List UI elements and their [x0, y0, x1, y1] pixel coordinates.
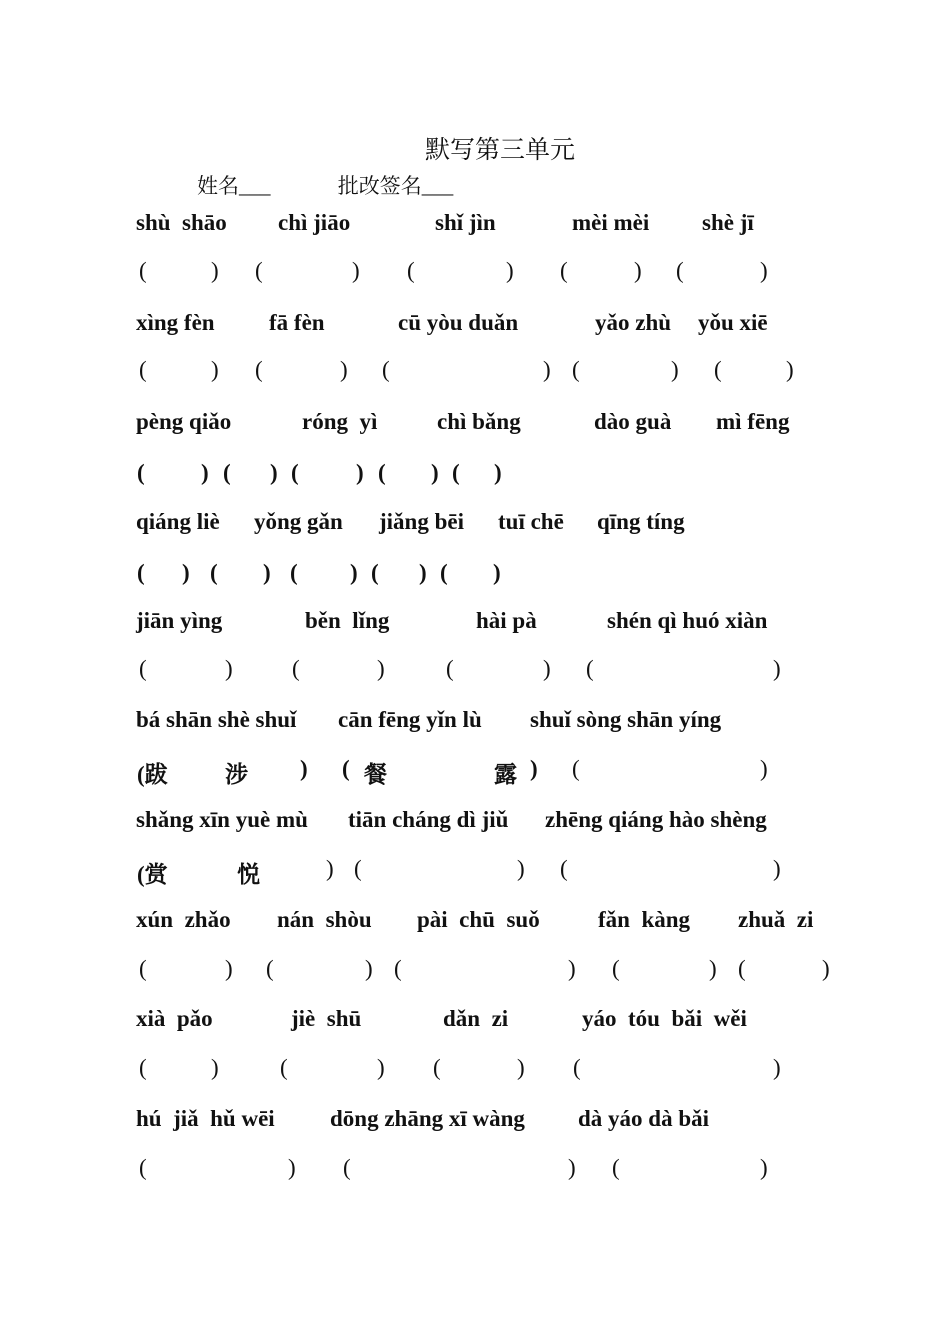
grader-label: 批改签名___ — [337, 174, 454, 198]
fill-char: 悦 — [237, 862, 260, 887]
close-bracket: ) — [494, 460, 502, 485]
open-bracket: ( — [371, 560, 379, 585]
open-bracket: ( — [573, 1055, 581, 1080]
pinyin-item: pài chū suǒ — [417, 907, 540, 932]
pinyin-item: jiǎng bēi — [379, 509, 464, 534]
open-bracket: ( — [255, 357, 263, 382]
open-bracket: ( — [586, 656, 594, 681]
pinyin-row — [0, 1106, 950, 1146]
open-bracket: ( — [210, 560, 218, 585]
pinyin-row — [0, 608, 950, 648]
pinyin-item: mì fēng — [716, 409, 790, 434]
name-label: 姓名___ — [197, 174, 271, 198]
open-bracket: ( — [137, 560, 145, 585]
close-bracket: ) — [326, 856, 334, 881]
open-bracket: ( — [714, 357, 722, 382]
close-bracket: ) — [431, 460, 439, 485]
fill-char: 涉 — [225, 762, 248, 787]
pinyin-item: dōng zhāng xī wàng — [330, 1106, 525, 1131]
pinyin-item: hú jiǎ hǔ wēi — [136, 1106, 275, 1131]
pinyin-item: shǐ jìn — [435, 210, 496, 235]
close-bracket: ) — [760, 756, 768, 781]
pinyin-item: qiáng liè — [136, 509, 220, 534]
pinyin-row — [0, 310, 950, 350]
pinyin-item: yǒu xiē — [698, 310, 768, 335]
pinyin-row — [0, 409, 950, 449]
pinyin-row — [0, 509, 950, 549]
close-bracket: ) — [543, 357, 551, 382]
pinyin-item: shù shāo — [136, 210, 227, 235]
close-bracket: ) — [760, 258, 768, 283]
open-bracket: ( — [738, 956, 746, 981]
pinyin-item: cū yòu duǎn — [398, 310, 519, 335]
close-bracket: ) — [517, 856, 525, 881]
close-bracket: ) — [709, 956, 717, 981]
close-bracket: ) — [517, 1055, 525, 1080]
close-bracket: ) — [760, 1155, 768, 1180]
pinyin-item: zhuǎ zi — [738, 907, 814, 932]
open-bracket: ( — [255, 258, 263, 283]
open-bracket: ( — [440, 560, 448, 585]
open-bracket: (跋 — [137, 762, 168, 787]
close-bracket: ) — [493, 560, 501, 585]
close-bracket: ) — [634, 258, 642, 283]
answer-row — [0, 656, 950, 696]
close-bracket: ) — [773, 1055, 781, 1080]
pinyin-item: tiān cháng dì jiǔ — [348, 807, 509, 832]
pinyin-item: shén qì huó xiàn — [607, 608, 768, 633]
close-bracket: ) — [356, 460, 364, 485]
open-bracket: ( — [378, 460, 386, 485]
open-bracket: ( — [223, 460, 231, 485]
pinyin-item: jiè shū — [291, 1006, 362, 1031]
open-bracket: ( — [572, 357, 580, 382]
pinyin-item: chì jiāo — [278, 210, 351, 235]
close-bracket: ) — [211, 357, 219, 382]
pinyin-item: běn lǐng — [305, 608, 390, 633]
close-bracket: ) — [506, 258, 514, 283]
pinyin-item: jiān yìng — [136, 608, 223, 633]
close-bracket: ) — [377, 1055, 385, 1080]
pinyin-item: qīng tíng — [597, 509, 685, 534]
pinyin-item: mèi mèi — [572, 210, 650, 235]
close-bracket: ) — [288, 1155, 296, 1180]
close-bracket: ) — [211, 1055, 219, 1080]
open-bracket: ( — [394, 956, 402, 981]
open-bracket: ( — [266, 956, 274, 981]
pinyin-item: dào guà — [594, 409, 672, 434]
close-bracket: ) — [377, 656, 385, 681]
answer-row — [0, 956, 950, 996]
open-bracket: ( — [139, 656, 147, 681]
open-bracket: ( — [407, 258, 415, 283]
open-bracket: ( — [560, 856, 568, 881]
open-bracket: ( — [343, 1155, 351, 1180]
pinyin-item: dǎn zi — [443, 1006, 509, 1031]
close-bracket: ) — [365, 956, 373, 981]
close-bracket: ) — [263, 560, 271, 585]
close-bracket: ) — [211, 258, 219, 283]
answer-row — [0, 357, 950, 397]
answer-row — [0, 756, 950, 796]
pinyin-item: xìng fèn — [136, 310, 215, 335]
close-bracket: ) — [543, 656, 551, 681]
open-bracket: ( — [612, 956, 620, 981]
pinyin-item: chì bǎng — [437, 409, 521, 434]
close-bracket: ) — [786, 357, 794, 382]
open-bracket: (赏 — [137, 862, 168, 887]
pinyin-item: pèng qiǎo — [136, 409, 232, 434]
close-bracket: ) — [419, 560, 427, 585]
name-row — [197, 170, 453, 200]
close-bracket: ) — [350, 560, 358, 585]
close-bracket: ) — [671, 357, 679, 382]
answer-row — [0, 560, 950, 600]
close-bracket: ) — [822, 956, 830, 981]
open-bracket: ( — [572, 756, 580, 781]
page-title: 默写第三单元 — [424, 137, 575, 164]
answer-row — [0, 1155, 950, 1195]
fill-char: 露 — [494, 762, 517, 787]
pinyin-item: shuǐ sòng shān yíng — [530, 707, 722, 732]
close-bracket: ) — [340, 357, 348, 382]
open-bracket: ( — [292, 656, 300, 681]
open-bracket: ( — [291, 460, 299, 485]
open-bracket: ( — [137, 460, 145, 485]
close-bracket: ) — [773, 856, 781, 881]
open-bracket: ( — [139, 258, 147, 283]
close-bracket: ) — [201, 460, 209, 485]
pinyin-item: fǎn kàng — [598, 907, 691, 932]
open-bracket: ( — [560, 258, 568, 283]
close-bracket: ) — [225, 656, 233, 681]
open-bracket: ( — [139, 956, 147, 981]
close-bracket: ) — [773, 656, 781, 681]
answer-row — [0, 258, 950, 298]
pinyin-row — [0, 807, 950, 847]
open-bracket: ( — [290, 560, 298, 585]
close-bracket: ) — [568, 1155, 576, 1180]
pinyin-item: bá shān shè shuǐ — [136, 707, 297, 732]
close-bracket: ) — [568, 956, 576, 981]
pinyin-item: zhēng qiáng hào shèng — [545, 807, 767, 832]
open-bracket: ( — [280, 1055, 288, 1080]
pinyin-row — [0, 907, 950, 947]
answer-row — [0, 856, 950, 896]
open-bracket: ( — [446, 656, 454, 681]
answer-row — [0, 460, 950, 500]
close-bracket: ) — [182, 560, 190, 585]
close-bracket: ) — [225, 956, 233, 981]
pinyin-item: xià pǎo — [136, 1006, 213, 1031]
close-bracket: ) — [300, 756, 308, 781]
pinyin-row — [0, 707, 950, 747]
pinyin-item: fā fèn — [269, 310, 325, 335]
open-bracket: ( — [676, 258, 684, 283]
pinyin-item: yáo tóu bǎi wěi — [582, 1006, 747, 1031]
close-bracket: ) — [270, 460, 278, 485]
open-bracket: ( — [452, 460, 460, 485]
pinyin-item: cān fēng yǐn lù — [338, 707, 482, 732]
open-bracket: ( — [354, 856, 362, 881]
pinyin-item: róng yì — [302, 409, 378, 434]
pinyin-item: dà yáo dà bǎi — [578, 1106, 710, 1131]
open-bracket: ( — [382, 357, 390, 382]
pinyin-item: xún zhǎo — [136, 907, 231, 932]
pinyin-item: yǒng gǎn — [254, 509, 343, 534]
close-bracket: ) — [530, 756, 538, 781]
open-bracket: ( — [433, 1055, 441, 1080]
fill-char: 餐 — [364, 762, 387, 787]
pinyin-row — [0, 210, 950, 250]
open-bracket: ( — [139, 357, 147, 382]
pinyin-item: hài pà — [476, 608, 537, 633]
open-bracket: ( — [612, 1155, 620, 1180]
pinyin-item: yǎo zhù — [595, 310, 672, 335]
pinyin-item: shǎng xīn yuè mù — [136, 807, 308, 832]
pinyin-row — [0, 1006, 950, 1046]
answer-row — [0, 1055, 950, 1095]
open-bracket: ( — [139, 1155, 147, 1180]
pinyin-item: shè jī — [702, 210, 754, 235]
open-bracket: ( — [139, 1055, 147, 1080]
close-bracket: ) — [352, 258, 360, 283]
pinyin-item: tuī chē — [498, 509, 564, 534]
pinyin-item: nán shòu — [277, 907, 372, 932]
open-bracket: ( — [342, 756, 350, 781]
